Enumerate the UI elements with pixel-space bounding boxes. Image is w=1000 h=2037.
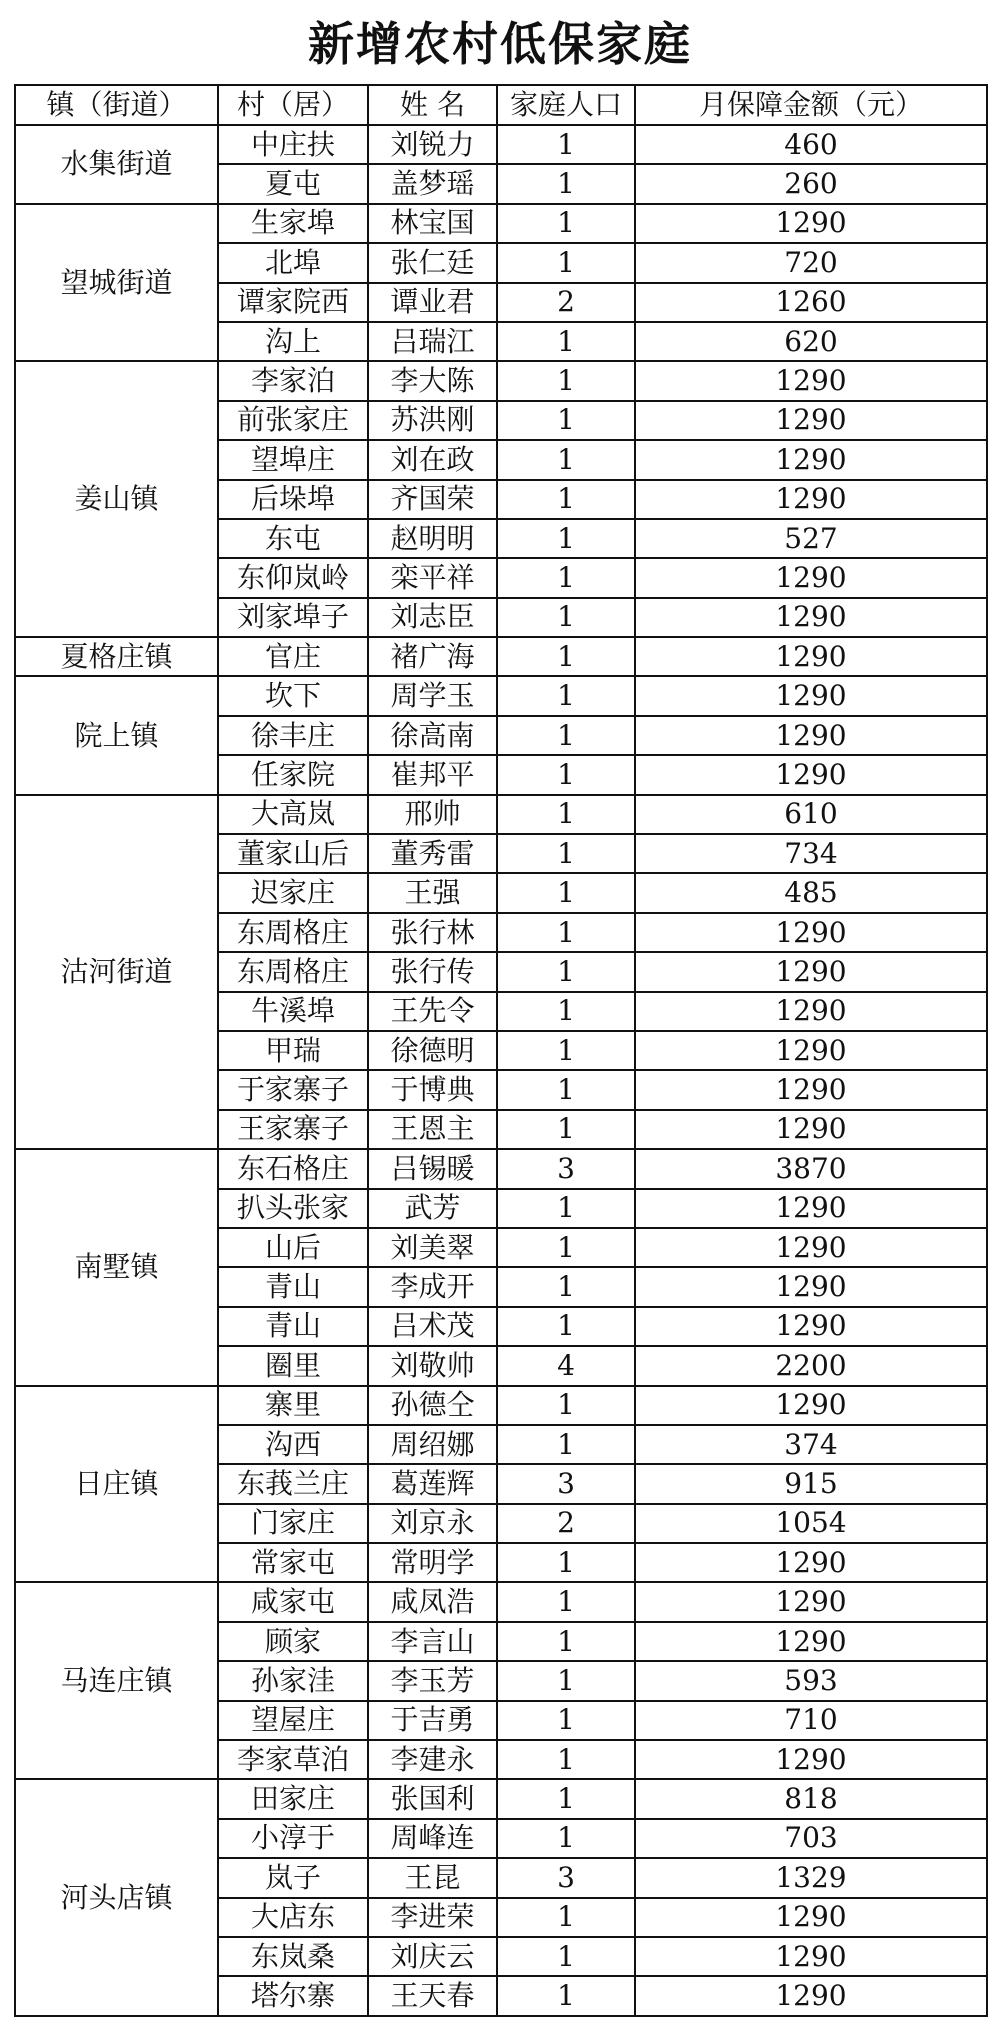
monthly-amount-cell: 1290 [635, 1110, 987, 1149]
village-cell: 王家寨子 [218, 1110, 368, 1149]
household-size-cell: 3 [497, 1464, 635, 1503]
household-size-cell: 1 [497, 204, 635, 243]
town-cell: 水集街道 [15, 125, 218, 204]
household-size-cell: 1 [497, 1701, 635, 1740]
town-cell: 马连庄镇 [15, 1582, 218, 1779]
monthly-amount-cell: 1290 [635, 480, 987, 519]
village-cell: 门家庄 [218, 1504, 368, 1543]
name-cell: 赵明明 [368, 519, 497, 558]
household-size-cell: 1 [497, 1070, 635, 1109]
village-cell: 青山 [218, 1267, 368, 1306]
name-cell: 刘锐力 [368, 125, 497, 164]
name-cell: 周绍娜 [368, 1425, 497, 1464]
village-cell: 扒头张家 [218, 1189, 368, 1228]
village-cell: 岚子 [218, 1858, 368, 1897]
name-cell: 齐国荣 [368, 480, 497, 519]
village-cell: 董家山后 [218, 834, 368, 873]
household-size-cell: 1 [497, 913, 635, 952]
village-cell: 寨里 [218, 1386, 368, 1425]
monthly-amount-cell: 1290 [635, 440, 987, 479]
household-size-cell: 1 [497, 164, 635, 203]
village-cell: 东石格庄 [218, 1149, 368, 1188]
household-size-cell: 1 [497, 834, 635, 873]
name-cell: 王昆 [368, 1858, 497, 1897]
village-cell: 官庄 [218, 637, 368, 676]
monthly-amount-cell: 1290 [635, 1937, 987, 1976]
household-size-cell: 1 [497, 1937, 635, 1976]
monthly-amount-cell: 610 [635, 795, 987, 834]
monthly-amount-cell: 2200 [635, 1346, 987, 1385]
name-cell: 张仁廷 [368, 243, 497, 282]
village-cell: 东仰岚岭 [218, 558, 368, 597]
household-size-cell: 2 [497, 283, 635, 322]
village-cell: 谭家院西 [218, 283, 368, 322]
monthly-amount-cell: 1290 [635, 637, 987, 676]
village-cell: 刘家埠子 [218, 598, 368, 637]
household-size-cell: 1 [497, 1779, 635, 1818]
household-size-cell: 1 [497, 1622, 635, 1661]
table-body [15, 125, 987, 2016]
low-income-family-table [14, 84, 988, 2017]
household-size-cell: 1 [497, 1819, 635, 1858]
name-cell: 王强 [368, 873, 497, 912]
village-cell: 东周格庄 [218, 913, 368, 952]
household-size-cell: 1 [497, 755, 635, 794]
village-cell: 沟西 [218, 1425, 368, 1464]
name-cell: 孙德仝 [368, 1386, 497, 1425]
name-cell: 李玉芳 [368, 1661, 497, 1700]
name-cell: 于博典 [368, 1070, 497, 1109]
name-cell: 褚广海 [368, 637, 497, 676]
monthly-amount-cell: 620 [635, 322, 987, 361]
household-size-cell: 1 [497, 1110, 635, 1149]
monthly-amount-cell: 1329 [635, 1858, 987, 1897]
monthly-amount-cell: 1290 [635, 1031, 987, 1070]
household-size-cell: 1 [497, 1307, 635, 1346]
monthly-amount-cell: 593 [635, 1661, 987, 1700]
name-cell: 张国利 [368, 1779, 497, 1818]
household-size-cell: 1 [497, 1228, 635, 1267]
village-cell: 李家泊 [218, 361, 368, 400]
table-row [15, 125, 987, 164]
page-title: 新增农村低保家庭 [308, 17, 692, 71]
household-size-cell: 1 [497, 125, 635, 164]
monthly-amount-cell: 1290 [635, 676, 987, 715]
town-cell: 姜山镇 [15, 361, 218, 637]
header-name: 姓 名 [368, 85, 497, 125]
name-cell: 李大陈 [368, 361, 497, 400]
household-size-cell: 1 [497, 1976, 635, 2015]
village-cell: 于家寨子 [218, 1070, 368, 1109]
household-size-cell: 1 [497, 1661, 635, 1700]
household-size-cell: 1 [497, 873, 635, 912]
town-cell: 院上镇 [15, 676, 218, 794]
town-cell: 南墅镇 [15, 1149, 218, 1385]
town-cell: 沽河街道 [15, 795, 218, 1150]
household-size-cell: 1 [497, 637, 635, 676]
monthly-amount-cell: 703 [635, 1819, 987, 1858]
village-cell: 中庄扶 [218, 125, 368, 164]
household-size-cell: 1 [497, 676, 635, 715]
household-size-cell: 1 [497, 322, 635, 361]
monthly-amount-cell: 1260 [635, 283, 987, 322]
name-cell: 董秀雷 [368, 834, 497, 873]
village-cell: 小淳于 [218, 1819, 368, 1858]
village-cell: 塔尔寨 [218, 1976, 368, 2015]
name-cell: 盖梦瑶 [368, 164, 497, 203]
monthly-amount-cell: 1290 [635, 716, 987, 755]
village-cell: 大高岚 [218, 795, 368, 834]
household-size-cell: 1 [497, 519, 635, 558]
table-header-row [15, 85, 987, 125]
town-cell: 河头店镇 [15, 1779, 218, 2015]
table-row [15, 361, 987, 400]
monthly-amount-cell: 915 [635, 1464, 987, 1503]
monthly-amount-cell: 1290 [635, 361, 987, 400]
household-size-cell: 1 [497, 1267, 635, 1306]
monthly-amount-cell: 460 [635, 125, 987, 164]
table-row [15, 1582, 987, 1621]
monthly-amount-cell: 374 [635, 1425, 987, 1464]
household-size-cell: 1 [497, 992, 635, 1031]
monthly-amount-cell: 710 [635, 1701, 987, 1740]
village-cell: 徐丰庄 [218, 716, 368, 755]
monthly-amount-cell: 1290 [635, 1976, 987, 2015]
village-cell: 沟上 [218, 322, 368, 361]
village-cell: 东岚桑 [218, 1937, 368, 1976]
name-cell: 徐德明 [368, 1031, 497, 1070]
name-cell: 周学玉 [368, 676, 497, 715]
village-cell: 北埠 [218, 243, 368, 282]
name-cell: 邢帅 [368, 795, 497, 834]
village-cell: 常家屯 [218, 1543, 368, 1582]
household-size-cell: 1 [497, 1898, 635, 1937]
header-town: 镇（街道） [15, 85, 218, 125]
monthly-amount-cell: 1290 [635, 1070, 987, 1109]
monthly-amount-cell: 1290 [635, 755, 987, 794]
name-cell: 吕锡暖 [368, 1149, 497, 1188]
name-cell: 常明学 [368, 1543, 497, 1582]
household-size-cell: 3 [497, 1149, 635, 1188]
village-cell: 孙家洼 [218, 1661, 368, 1700]
village-cell: 青山 [218, 1307, 368, 1346]
name-cell: 武芳 [368, 1189, 497, 1228]
household-size-cell: 1 [497, 558, 635, 597]
name-cell: 刘在政 [368, 440, 497, 479]
monthly-amount-cell: 527 [635, 519, 987, 558]
household-size-cell: 1 [497, 243, 635, 282]
village-cell: 东周格庄 [218, 952, 368, 991]
village-cell: 坎下 [218, 676, 368, 715]
village-cell: 甲瑞 [218, 1031, 368, 1070]
name-cell: 吕瑞江 [368, 322, 497, 361]
monthly-amount-cell: 1290 [635, 1740, 987, 1779]
household-size-cell: 1 [497, 361, 635, 400]
monthly-amount-cell: 1290 [635, 1622, 987, 1661]
header-monthly-amount: 月保障金额（元） [635, 85, 987, 125]
monthly-amount-cell: 1290 [635, 204, 987, 243]
name-cell: 吕术茂 [368, 1307, 497, 1346]
table-row [15, 795, 987, 834]
town-cell: 日庄镇 [15, 1386, 218, 1583]
household-size-cell: 2 [497, 1504, 635, 1543]
table-row [15, 637, 987, 676]
household-size-cell: 1 [497, 716, 635, 755]
village-cell: 任家院 [218, 755, 368, 794]
monthly-amount-cell: 1290 [635, 1898, 987, 1937]
village-cell: 前张家庄 [218, 401, 368, 440]
monthly-amount-cell: 485 [635, 873, 987, 912]
name-cell: 张行林 [368, 913, 497, 952]
household-size-cell: 1 [497, 598, 635, 637]
household-size-cell: 1 [497, 401, 635, 440]
household-size-cell: 3 [497, 1858, 635, 1897]
name-cell: 林宝国 [368, 204, 497, 243]
village-cell: 咸家屯 [218, 1582, 368, 1621]
name-cell: 咸凤浩 [368, 1582, 497, 1621]
name-cell: 于吉勇 [368, 1701, 497, 1740]
household-size-cell: 1 [497, 1386, 635, 1425]
town-cell: 夏格庄镇 [15, 637, 218, 676]
name-cell: 崔邦平 [368, 755, 497, 794]
monthly-amount-cell: 1054 [635, 1504, 987, 1543]
name-cell: 刘庆云 [368, 1937, 497, 1976]
village-cell: 望屋庄 [218, 1701, 368, 1740]
household-size-cell: 1 [497, 1425, 635, 1464]
household-size-cell: 1 [497, 952, 635, 991]
name-cell: 谭业君 [368, 283, 497, 322]
household-size-cell: 1 [497, 480, 635, 519]
name-cell: 王先令 [368, 992, 497, 1031]
monthly-amount-cell: 1290 [635, 913, 987, 952]
household-size-cell: 1 [497, 1740, 635, 1779]
village-cell: 牛溪埠 [218, 992, 368, 1031]
household-size-cell: 1 [497, 795, 635, 834]
village-cell: 李家草泊 [218, 1740, 368, 1779]
household-size-cell: 1 [497, 1189, 635, 1228]
name-cell: 栾平祥 [368, 558, 497, 597]
monthly-amount-cell: 1290 [635, 1228, 987, 1267]
table-row [15, 1386, 987, 1425]
name-cell: 刘敬帅 [368, 1346, 497, 1385]
village-cell: 后垛埠 [218, 480, 368, 519]
name-cell: 李成开 [368, 1267, 497, 1306]
household-size-cell: 1 [497, 1582, 635, 1621]
name-cell: 李进荣 [368, 1898, 497, 1937]
village-cell: 迟家庄 [218, 873, 368, 912]
monthly-amount-cell: 1290 [635, 1307, 987, 1346]
name-cell: 葛莲辉 [368, 1464, 497, 1503]
household-size-cell: 1 [497, 1543, 635, 1582]
name-cell: 王天春 [368, 1976, 497, 2015]
monthly-amount-cell: 1290 [635, 1582, 987, 1621]
monthly-amount-cell: 1290 [635, 1189, 987, 1228]
name-cell: 刘美翠 [368, 1228, 497, 1267]
monthly-amount-cell: 1290 [635, 401, 987, 440]
monthly-amount-cell: 818 [635, 1779, 987, 1818]
monthly-amount-cell: 1290 [635, 558, 987, 597]
monthly-amount-cell: 720 [635, 243, 987, 282]
name-cell: 刘京永 [368, 1504, 497, 1543]
monthly-amount-cell: 1290 [635, 1543, 987, 1582]
name-cell: 李建永 [368, 1740, 497, 1779]
village-cell: 东莪兰庄 [218, 1464, 368, 1503]
table-row [15, 204, 987, 243]
village-cell: 大店东 [218, 1898, 368, 1937]
household-size-cell: 1 [497, 440, 635, 479]
name-cell: 王恩主 [368, 1110, 497, 1149]
monthly-amount-cell: 1290 [635, 1267, 987, 1306]
name-cell: 张行传 [368, 952, 497, 991]
village-cell: 山后 [218, 1228, 368, 1267]
name-cell: 李言山 [368, 1622, 497, 1661]
monthly-amount-cell: 260 [635, 164, 987, 203]
village-cell: 顾家 [218, 1622, 368, 1661]
header-village: 村（居） [218, 85, 368, 125]
village-cell: 夏屯 [218, 164, 368, 203]
header-household-size: 家庭人口 [497, 85, 635, 125]
table-row [15, 1149, 987, 1188]
village-cell: 圈里 [218, 1346, 368, 1385]
name-cell: 周峰连 [368, 1819, 497, 1858]
town-cell: 望城街道 [15, 204, 218, 362]
monthly-amount-cell: 734 [635, 834, 987, 873]
name-cell: 徐高南 [368, 716, 497, 755]
monthly-amount-cell: 1290 [635, 992, 987, 1031]
household-size-cell: 4 [497, 1346, 635, 1385]
table-row [15, 676, 987, 715]
household-size-cell: 1 [497, 1031, 635, 1070]
monthly-amount-cell: 1290 [635, 598, 987, 637]
monthly-amount-cell: 3870 [635, 1149, 987, 1188]
name-cell: 刘志臣 [368, 598, 497, 637]
monthly-amount-cell: 1290 [635, 1386, 987, 1425]
village-cell: 生家埠 [218, 204, 368, 243]
village-cell: 东屯 [218, 519, 368, 558]
monthly-amount-cell: 1290 [635, 952, 987, 991]
table-row [15, 1779, 987, 1818]
village-cell: 望埠庄 [218, 440, 368, 479]
village-cell: 田家庄 [218, 1779, 368, 1818]
name-cell: 苏洪刚 [368, 401, 497, 440]
